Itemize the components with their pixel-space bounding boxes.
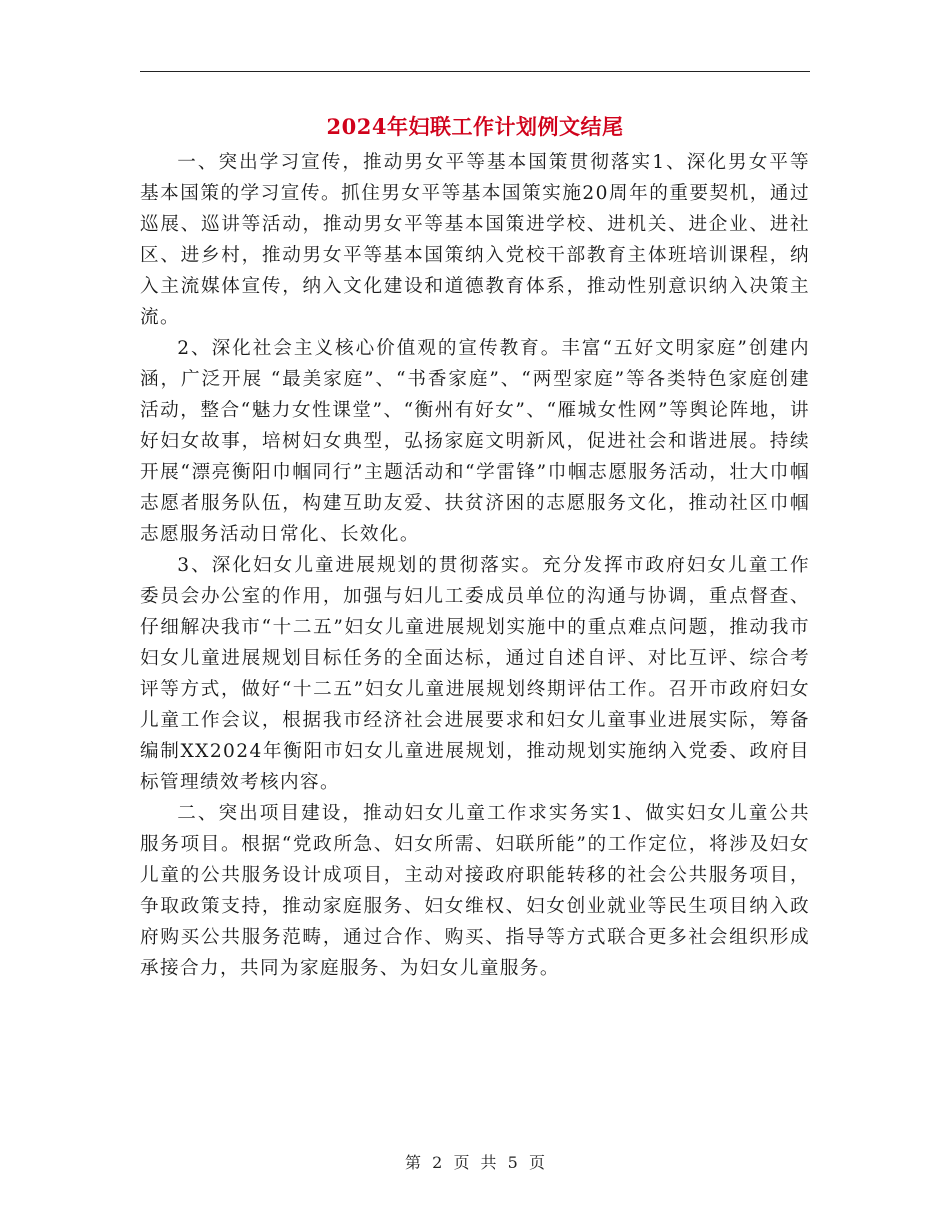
footer-page-prefix: 第 xyxy=(405,1153,422,1172)
paragraph-3: 3、深化妇女儿童进展规划的贯彻落实。充分发挥市政府妇女儿童工作委员会办公室的作用，加强与妇儿工委成员单位的沟通与协调，重点督查、仔细解决我市“十二五”妇女儿童进展规划实施中的重点难点问题，推动我市妇女儿童进展规划目标任务的全面达标，通过自述自评、对比互评、综合考评等方式，做好“十二五”妇女儿童进展规划终期评估工作。召开市政府妇女儿童工作会议，根据我市经济社会进展要求和妇女儿童事业进展实际，筹备编制XX2024年衡阳市妇女儿童进展规划，推动规划实施纳入党委、政府目标管理绩效考核内容。 xyxy=(140,555,810,793)
footer-page-suffix: 页 xyxy=(528,1153,545,1172)
page-number-footer xyxy=(0,1152,950,1174)
footer-current-page: 2 xyxy=(432,1153,443,1172)
document-body xyxy=(140,147,810,984)
footer-page-mid: 页 xyxy=(453,1153,470,1172)
footer-total-prefix: 共 xyxy=(480,1153,497,1172)
paragraph-2: 2、深化社会主义核心价值观的宣传教育。丰富“五好文明家庭”创建内涵，广泛开展 “最美家庭”、“书香家庭”、“两型家庭”等各类特色家庭创建活动，整合“魅力女性课堂”、“衡州有好女”、“雁城女性网”等舆论阵地，讲好妇女故事，培树妇女典型，弘扬家庭文明新风，促进社会和谐进展。持续开展“漂亮衡阳巾帼同行”主题活动和“学雷锋”巾帼志愿服务活动，壮大巾帼志愿者服务队伍，构建互助友爱、扶贫济困的志愿服务文化，推动社区巾帼志愿服务活动日常化、长效化。 xyxy=(140,338,810,545)
document-title: 2024年妇联工作计划例文结尾 xyxy=(326,114,624,139)
paragraph-1: 一、突出学习宣传，推动男女平等基本国策贯彻落实1、深化男女平等基本国策的学习宣传。抓住男女平等基本国策实施20周年的重要契机，通过巡展、巡讲等活动，推动男女平等基本国策进学校、进机关、进企业、进社区、进乡村，推动男女平等基本国策纳入党校干部教育主体班培训课程，纳入主流媒体宣传，纳入文化建设和道德教育体系，推动性别意识纳入决策主流。 xyxy=(140,152,810,328)
footer-total-pages: 5 xyxy=(507,1153,518,1172)
header-rule xyxy=(140,71,810,72)
paragraph-4: 二、突出项目建设，推动妇女儿童工作求实务实1、做实妇女儿童公共服务项目。根据“党政所急、妇女所需、妇联所能”的工作定位，将涉及妇女儿童的公共服务设计成项目，主动对接政府职能转移的社会公共服务项目，争取政策支持，推动家庭服务、妇女维权、妇女创业就业等民生项目纳入政府购买公共服务范畴，通过合作、购买、指导等方式联合更多社会组织形成承接合力，共同为家庭服务、为妇女儿童服务。 xyxy=(140,803,810,979)
